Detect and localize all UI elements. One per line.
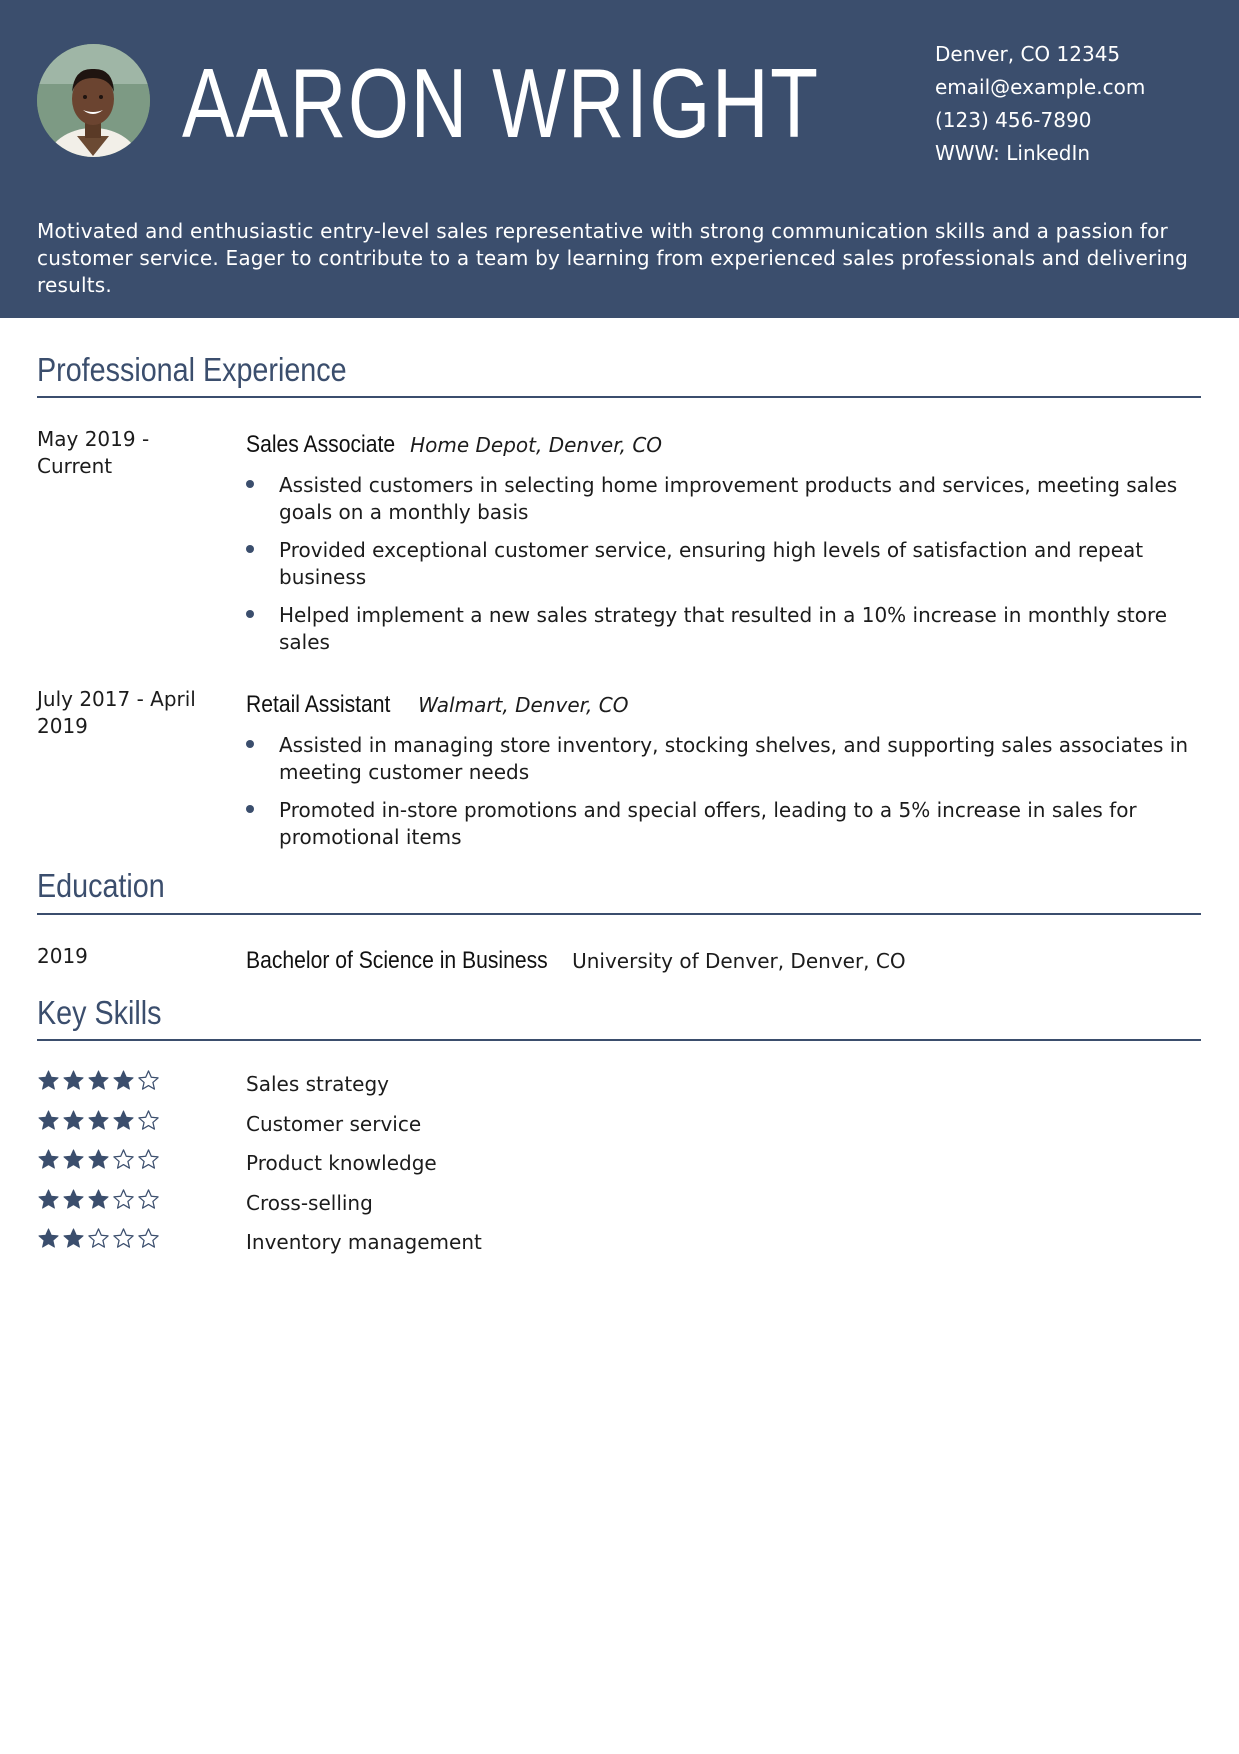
list-item: Promoted in-store promotions and special offers, leading to a 5% increase in sales for promotional items xyxy=(246,797,1206,851)
bullet-icon xyxy=(246,545,254,553)
star-filled-icon xyxy=(62,1188,85,1211)
skill-row xyxy=(37,1109,637,1139)
job-title: Retail Assistant xyxy=(246,691,391,718)
star-empty-icon xyxy=(112,1148,135,1171)
star-filled-icon xyxy=(37,1148,60,1171)
star-filled-icon xyxy=(87,1109,110,1132)
person-photo-icon xyxy=(37,44,150,157)
job-company: Home Depot, Denver, CO xyxy=(410,433,663,457)
contact-phone[interactable]: (123) 456-7890 xyxy=(935,108,1092,132)
job-bullets xyxy=(246,732,1206,862)
star-filled-icon xyxy=(37,1109,60,1132)
job-header xyxy=(246,430,662,462)
star-filled-icon xyxy=(87,1188,110,1211)
bullet-icon xyxy=(246,805,254,813)
contact-email[interactable]: email@example.com xyxy=(935,75,1146,99)
star-filled-icon xyxy=(87,1069,110,1092)
skill-name: Customer service xyxy=(246,1111,422,1136)
star-filled-icon xyxy=(87,1148,110,1171)
skill-row xyxy=(37,1227,637,1257)
contact-info xyxy=(935,38,1225,170)
job-bullets xyxy=(246,472,1206,667)
star-filled-icon xyxy=(62,1227,85,1250)
skill-name: Sales strategy xyxy=(246,1072,390,1096)
experience-divider xyxy=(37,396,1201,398)
skill-row xyxy=(37,1148,637,1178)
job-dates: July 2017 - April 2019 xyxy=(37,687,196,738)
skill-row xyxy=(37,1069,637,1099)
skill-rating xyxy=(37,1227,160,1250)
education-section-title: Education xyxy=(37,867,165,904)
star-empty-icon xyxy=(137,1069,160,1092)
list-item: Assisted in managing store inventory, stocking shelves, and supporting sales associates in meeting customer needs xyxy=(246,732,1206,786)
education-divider xyxy=(37,913,1201,915)
bullet-icon xyxy=(246,610,254,618)
star-filled-icon xyxy=(37,1069,60,1092)
professional-summary: Motivated and enthusiastic entry-level sales representative with strong communication skills and a passion for customer service. Eager to contribute to a team by learning from experienced sales professionals and delivering results. xyxy=(37,219,1188,297)
star-filled-icon xyxy=(62,1069,85,1092)
bullet-icon xyxy=(246,740,254,748)
list-item: Provided exceptional customer service, ensuring high levels of satisfaction and repeat business xyxy=(246,537,1206,591)
job-company: Walmart, Denver, CO xyxy=(418,693,629,717)
skill-rating xyxy=(37,1069,160,1092)
star-filled-icon xyxy=(112,1109,135,1132)
skill-name: Product knowledge xyxy=(246,1151,437,1175)
skill-rating xyxy=(37,1188,160,1211)
star-filled-icon xyxy=(37,1188,60,1211)
school-name: University of Denver, Denver, CO xyxy=(572,949,906,973)
bullet-icon xyxy=(246,480,254,488)
star-filled-icon xyxy=(62,1109,85,1132)
star-empty-icon xyxy=(137,1148,160,1171)
skill-name: Inventory management xyxy=(246,1230,482,1254)
job-title: Sales Associate xyxy=(246,431,396,458)
star-empty-icon xyxy=(137,1227,160,1250)
list-item: Helped implement a new sales strategy that resulted in a 10% increase in monthly store sales xyxy=(246,602,1206,656)
skill-rating xyxy=(37,1109,160,1132)
star-empty-icon xyxy=(137,1188,160,1211)
star-empty-icon xyxy=(87,1227,110,1250)
star-filled-icon xyxy=(62,1148,85,1171)
experience-section-title: Professional Experience xyxy=(37,351,347,388)
contact-website[interactable]: WWW: LinkedIn xyxy=(935,141,1091,165)
list-item: Assisted customers in selecting home improvement products and services, meeting sales goals on a monthly basis xyxy=(246,472,1206,526)
skill-rating xyxy=(37,1148,160,1171)
job-header xyxy=(246,690,628,722)
education-year: 2019 xyxy=(37,944,88,968)
skills-divider xyxy=(37,1039,1201,1041)
star-empty-icon xyxy=(137,1109,160,1132)
star-filled-icon xyxy=(37,1227,60,1250)
job-dates: May 2019 - Current xyxy=(37,427,150,478)
education-entry xyxy=(246,946,906,978)
star-empty-icon xyxy=(112,1188,135,1211)
profile-photo xyxy=(37,44,150,157)
skill-row xyxy=(37,1188,637,1218)
candidate-name: AARON WRIGHT xyxy=(182,48,820,158)
degree-title: Bachelor of Science in Business xyxy=(246,947,548,974)
skills-section-title: Key Skills xyxy=(37,994,162,1031)
resume-header xyxy=(0,0,1239,318)
star-empty-icon xyxy=(112,1227,135,1250)
skill-name: Cross-selling xyxy=(246,1190,373,1215)
contact-address: Denver, CO 12345 xyxy=(935,42,1121,66)
star-filled-icon xyxy=(112,1069,135,1092)
